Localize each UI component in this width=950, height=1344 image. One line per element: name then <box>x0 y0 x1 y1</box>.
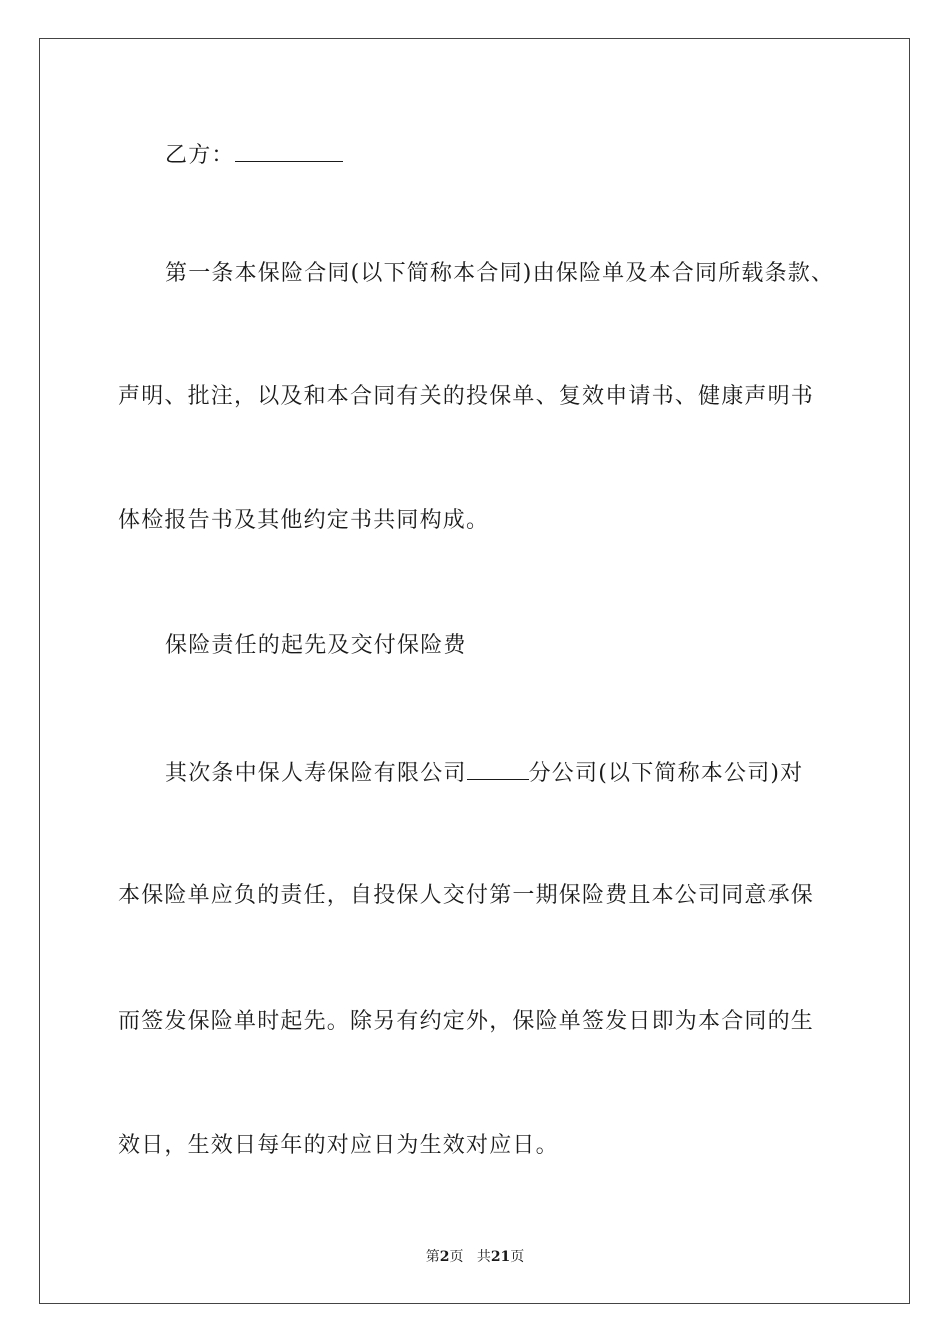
page-footer <box>0 1247 950 1267</box>
article-1-line-3: 体检报告书及其他约定书共同构成。 <box>118 508 490 533</box>
total-prefix: 共 <box>476 1249 491 1265</box>
page-number: 2 <box>439 1249 450 1265</box>
article-1-line-2: 声明、批注，以及和本合同有关的投保单、复效申请书、健康声明书 <box>118 384 815 409</box>
party-b-line <box>165 139 343 171</box>
page-suffix: 页 <box>449 1249 464 1265</box>
article-1-line-1: 第一条本保险合同(以下简称本合同)由保险单及本合同所载条款、 <box>165 261 835 286</box>
article-2-line-2: 本保险单应负的责任，自投保人交付第一期保险费且本公司同意承保 <box>118 883 815 908</box>
total-pages: 21 <box>490 1249 511 1265</box>
page-prefix: 第 <box>425 1249 440 1265</box>
branch-blank <box>467 757 529 780</box>
article-2-line-4: 效日，生效日每年的对应日为生效对应日。 <box>118 1133 559 1158</box>
article-2-line-1-after: 分公司(以下简称本公司)对 <box>528 761 804 786</box>
article-2-line-1-before: 其次条中保人寿保险有限公司 <box>165 761 467 786</box>
page-border <box>39 38 910 1304</box>
article-2-line-1 <box>165 757 803 789</box>
total-suffix: 页 <box>510 1249 525 1265</box>
party-b-label: 乙方： <box>165 143 235 168</box>
party-b-blank <box>235 139 343 162</box>
article-2-line-3: 而签发保险单时起先。除另有约定外，保险单签发日即为本合同的生 <box>118 1009 815 1034</box>
section-heading: 保险责任的起先及交付保险费 <box>165 633 467 658</box>
